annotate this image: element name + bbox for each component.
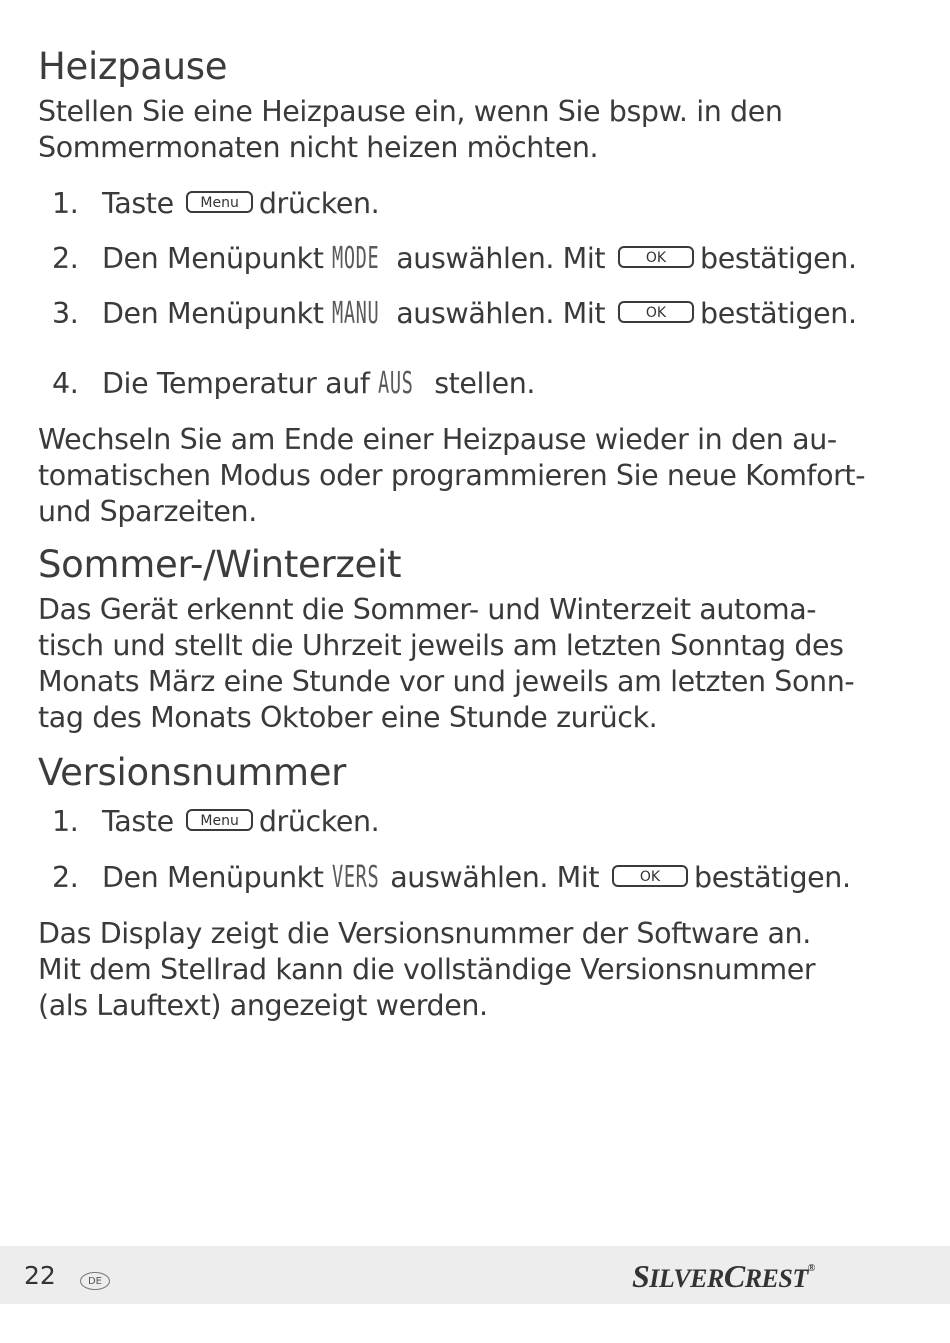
page-number: 22 [24, 1261, 56, 1290]
step-number: 3. [52, 297, 79, 330]
text-line: tag des Monats Oktober eine Stunde zurück. [38, 701, 658, 734]
step-number: 1. [52, 187, 79, 220]
heading-versionsnummer: Versionsnummer [38, 751, 347, 794]
lcd-aus-symbol: AUS [378, 366, 414, 401]
step-1 [38, 186, 918, 222]
text-line: Das Gerät erkennt die Sommer- und Winterzeit automa- [38, 593, 817, 626]
step-text: Die Temperatur auf [102, 367, 370, 400]
step-number: 1. [52, 805, 79, 838]
step-3 [38, 296, 918, 332]
heizpause-intro [38, 94, 783, 166]
step-text: Den Menüpunkt [102, 861, 324, 894]
text-line: Stellen Sie eine Heizpause ein, wenn Sie bspw. in den [38, 95, 783, 128]
language-badge: DE [80, 1272, 110, 1290]
lcd-manu-symbol: MANU [332, 296, 380, 331]
step-text: stellen. [434, 367, 536, 400]
text-line: Monats März eine Stunde vor und jeweils am letzten Sonn- [38, 665, 855, 698]
step-4 [38, 366, 918, 402]
lcd-vers-symbol: VERS [332, 860, 380, 895]
menu-key-symbol: Menu [186, 191, 252, 213]
sommerzeit-text [38, 592, 854, 736]
text-line: Das Display zeigt die Versionsnummer der Software an. [38, 917, 811, 950]
step-number: 2. [52, 861, 79, 894]
step-text: bestätigen. [700, 297, 857, 330]
heizpause-outro [38, 422, 865, 530]
step-text: Den Menüpunkt [102, 242, 324, 275]
ok-key-symbol: OK [612, 865, 688, 887]
text-line: tomatischen Modus oder programmieren Sie neue Komfort- [38, 459, 866, 492]
ok-key-symbol: OK [618, 246, 694, 268]
lcd-mode-symbol: MODE [332, 241, 380, 276]
step-text: bestätigen. [700, 242, 857, 275]
text-line: und Sparzeiten. [38, 495, 257, 528]
step-text: Taste [102, 187, 174, 220]
step-text: drücken. [258, 805, 380, 838]
step-text: bestätigen. [694, 861, 851, 894]
heading-heizpause: Heizpause [38, 45, 228, 88]
step-number: 4. [52, 367, 79, 400]
ok-key-symbol: OK [618, 301, 694, 323]
page-footer [0, 1246, 950, 1304]
version-step-2 [38, 860, 918, 896]
step-number: 2. [52, 242, 79, 275]
step-2 [38, 241, 918, 277]
step-text: auswählen. Mit [390, 861, 600, 894]
step-text: auswählen. Mit [396, 242, 606, 275]
text-line: Sommermonaten nicht heizen möchten. [38, 131, 599, 164]
step-text: auswählen. Mit [396, 297, 606, 330]
menu-key-symbol: Menu [186, 809, 252, 831]
brand-logo: SILVERCREST® [632, 1258, 815, 1294]
version-step-1 [38, 804, 918, 840]
text-line: tisch und stellt die Uhrzeit jeweils am letzten Sonntag des [38, 629, 844, 662]
step-text: Den Menüpunkt [102, 297, 324, 330]
step-text: Taste [102, 805, 174, 838]
text-line: Mit dem Stellrad kann die vollständige Versionsnummer [38, 953, 816, 986]
text-line: (als Lauftext) angezeigt werden. [38, 989, 488, 1022]
text-line: Wechseln Sie am Ende einer Heizpause wieder in den au- [38, 423, 837, 456]
step-text: drücken. [258, 187, 380, 220]
version-outro [38, 916, 815, 1024]
heading-sommerzeit: Sommer-/Winterzeit [38, 543, 402, 586]
